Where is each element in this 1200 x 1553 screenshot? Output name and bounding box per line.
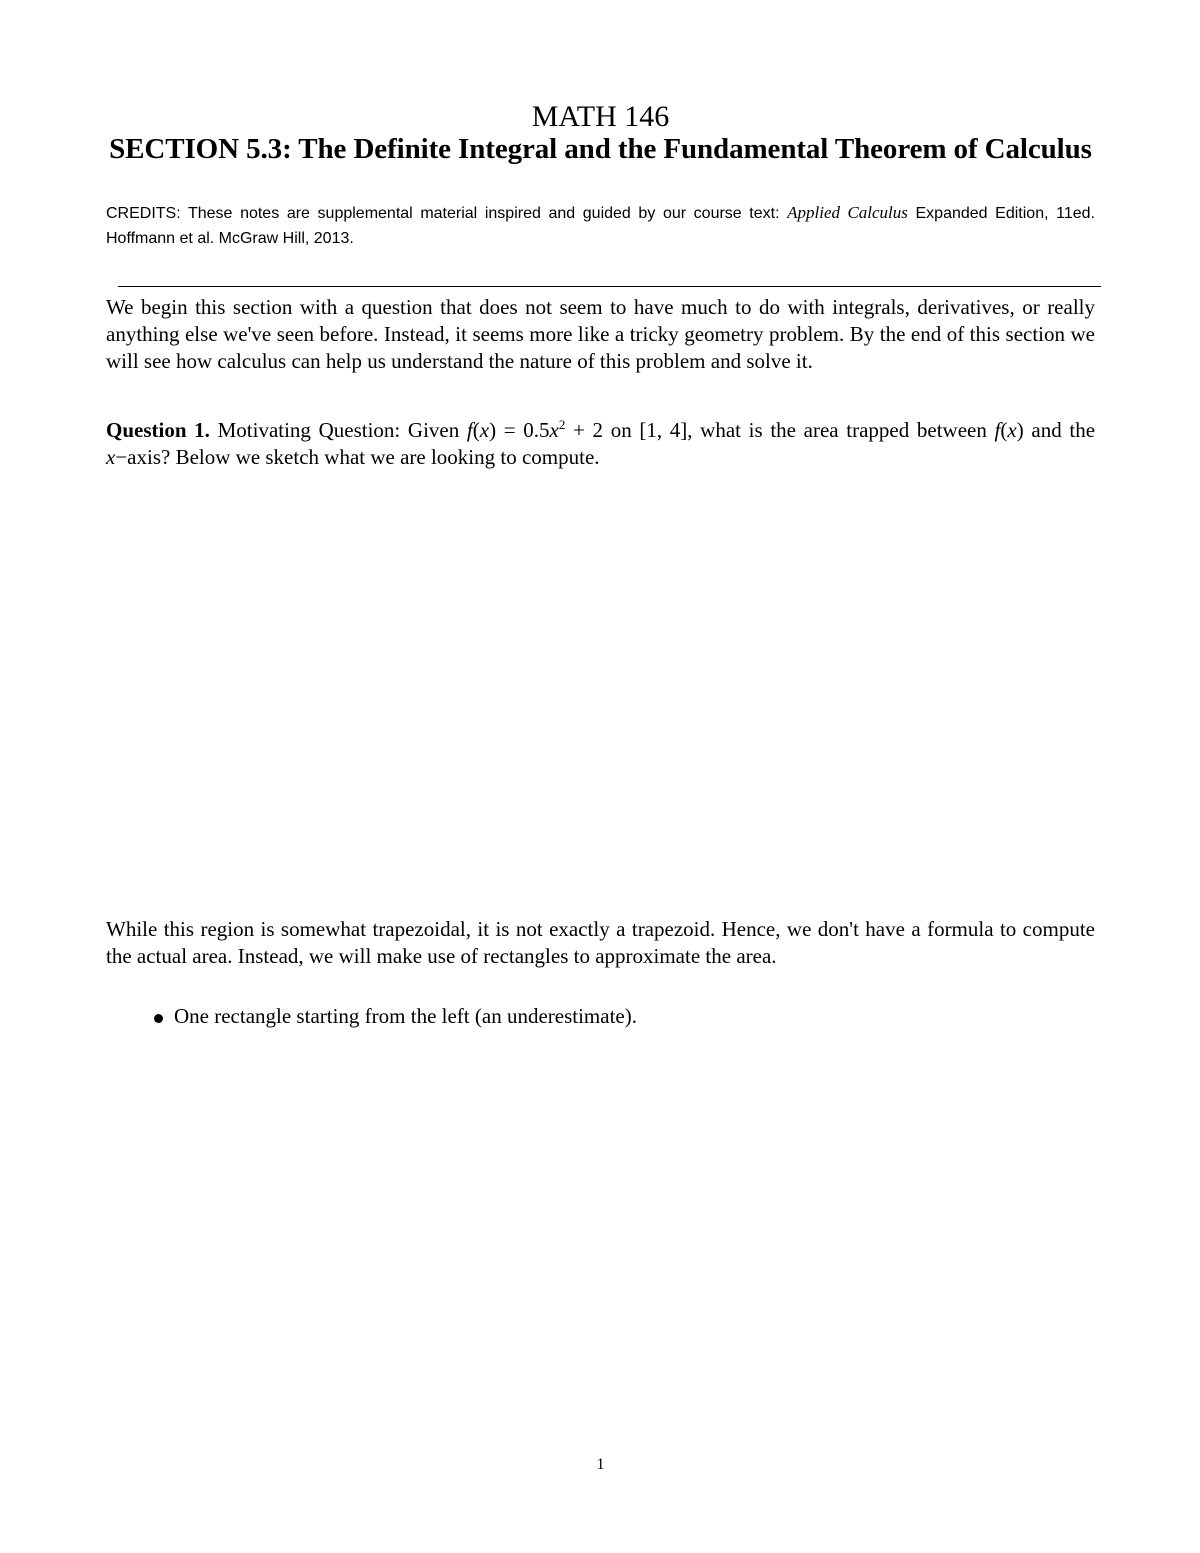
- math-f-2: f: [994, 418, 1001, 442]
- question-text-3: −axis? Below we sketch what we are looking to compute.: [115, 445, 600, 469]
- math-f: f: [466, 418, 473, 442]
- question-1: [106, 417, 1095, 471]
- question-label: Question 1.: [106, 418, 210, 442]
- course-title: MATH 146: [531, 100, 670, 133]
- math-paren-close: ): [489, 418, 497, 442]
- credits-suffix: Expanded Edition, 11ed. Hoffmann et al. McGraw Hill, 2013.: [106, 205, 1095, 247]
- math-paren-open-2: (: [1000, 418, 1008, 442]
- credits-book-title: Applied Calculus: [787, 203, 908, 222]
- bullet-text: One rectangle starting from the left (an underestimate).: [174, 1004, 637, 1028]
- math-x-axis: x: [106, 445, 116, 469]
- math-equals: = 0.5: [496, 418, 550, 442]
- math-x-squared-base: x: [549, 418, 559, 442]
- math-paren-close-2: ): [1016, 418, 1024, 442]
- intro-paragraph: We begin this section with a question that does not seem to have much to do with integrals, derivatives, or really anything else we've seen before. Instead, it seems more like a tricky geometry problem. By the end of this section we will see how calculus can help us understand the nature of this problem and solve it.: [106, 295, 1095, 373]
- credits-prefix: CREDITS: These notes are supplemental material inspired and guided by our course text:: [106, 205, 788, 222]
- list-item: [152, 1003, 1052, 1030]
- math-paren-open: (: [472, 418, 480, 442]
- question-text-2: and the: [1023, 418, 1096, 442]
- document-page: [106, 0, 1095, 1553]
- horizontal-rule: [118, 286, 1101, 287]
- question-text-1: Motivating Question: Given: [209, 418, 467, 442]
- credits-note: [106, 200, 1095, 251]
- region-paragraph: While this region is somewhat trapezoidal, it is not exactly a trapezoid. Hence, we don't have a formula to compute the actual area. Instead, we will make use of rectangles to approximate the area.: [106, 917, 1095, 968]
- math-x: x: [479, 418, 490, 442]
- section-title: SECTION 5.3: The Definite Integral and the Fundamental Theorem of Calculus: [109, 133, 1092, 165]
- bullet-list: [152, 1003, 1052, 1030]
- page-number: 1: [596, 1456, 605, 1473]
- bullet-icon: [154, 1014, 163, 1023]
- math-exponent: 2: [558, 417, 566, 432]
- math-x-2: x: [1007, 418, 1017, 442]
- question-text-plus: + 2 on [1, 4], what is the area trapped between: [565, 418, 995, 442]
